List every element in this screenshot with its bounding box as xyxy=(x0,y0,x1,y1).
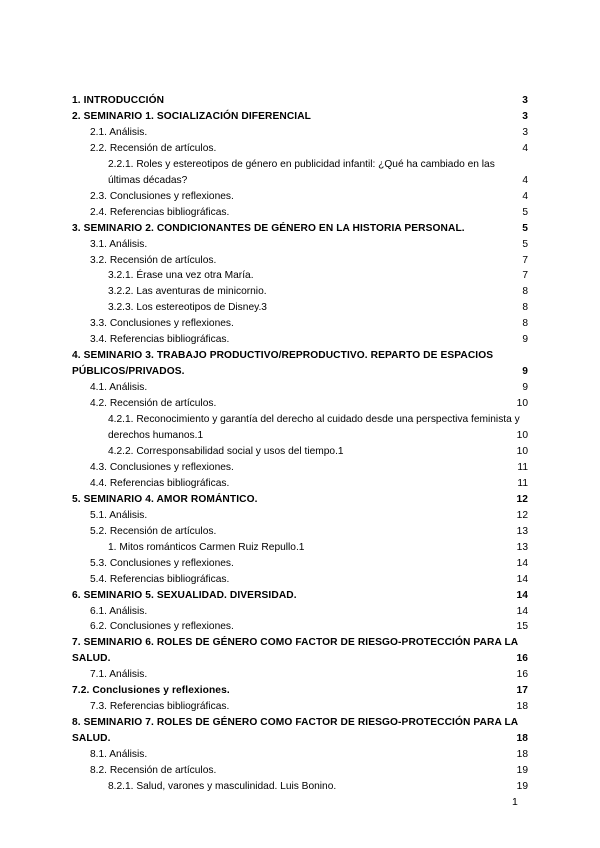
toc-entry-title: 4.2.2. Corresponsabilidad social y usos del tiempo.1 xyxy=(108,445,344,457)
toc-entry[interactable] xyxy=(72,619,528,635)
toc-entry-page: 13 xyxy=(516,525,528,537)
table-of-contents xyxy=(72,93,528,795)
toc-entry-page: 8 xyxy=(522,286,528,298)
toc-entry-page: 14 xyxy=(516,557,528,569)
toc-entry-page: 5 xyxy=(522,238,528,250)
toc-entry-title: 4.2.1. Reconocimiento y garantía del derecho al cuidado desde una perspectiva feminista y derechos humanos.1 xyxy=(108,414,520,442)
toc-entry-page: 16 xyxy=(516,669,528,681)
toc-entry-page: 13 xyxy=(516,541,528,553)
toc-entry[interactable] xyxy=(72,141,528,157)
toc-entry-title: 1. Mitos románticos Carmen Ruiz Repullo.1 xyxy=(108,541,305,553)
toc-entry-page: 19 xyxy=(516,765,528,777)
toc-entry-title: 5.3. Conclusiones y reflexiones. xyxy=(90,557,234,569)
toc-entry-page: 18 xyxy=(516,749,528,761)
toc-entry-title: 4. SEMINARIO 3. TRABAJO PRODUCTIVO/REPRODUCTIVO. REPARTO DE ESPACIOS PÚBLICOS/PRIVADOS. xyxy=(72,350,494,378)
toc-entry-page: 10 xyxy=(516,398,528,410)
toc-entry-title: 5.2. Recensión de artículos. xyxy=(90,525,217,537)
toc-entry[interactable] xyxy=(72,284,528,300)
toc-entry-page: 14 xyxy=(516,605,528,617)
toc-entry[interactable] xyxy=(72,556,528,572)
toc-entry-page: 12 xyxy=(516,493,528,505)
toc-entry-page: 3 xyxy=(522,110,528,122)
toc-entry-title: 3.3. Conclusiones y reflexiones. xyxy=(90,318,234,330)
toc-entry-title: 3.2.3. Los estereotipos de Disney.3 xyxy=(108,302,267,314)
toc-entry-page: 18 xyxy=(516,701,528,713)
toc-entry-page: 12 xyxy=(516,509,528,521)
toc-entry-page: 10 xyxy=(516,430,528,442)
toc-entry[interactable] xyxy=(72,300,528,316)
toc-entry[interactable] xyxy=(72,604,528,620)
toc-entry[interactable] xyxy=(72,508,528,524)
toc-entry[interactable] xyxy=(72,572,528,588)
toc-entry[interactable] xyxy=(72,588,528,604)
toc-entry[interactable] xyxy=(72,524,528,540)
toc-entry[interactable] xyxy=(72,412,528,444)
toc-entry-title: 2.4. Referencias bibliográficas. xyxy=(90,206,230,218)
toc-entry-title: 2.1. Análisis. xyxy=(90,126,148,138)
toc-entry[interactable] xyxy=(72,221,528,237)
toc-entry-title: 8.1. Análisis. xyxy=(90,749,148,761)
toc-entry-title: 8.2. Recensión de artículos. xyxy=(90,765,217,777)
toc-entry[interactable] xyxy=(72,460,528,476)
toc-entry-title: 4.1. Análisis. xyxy=(90,382,148,394)
toc-entry[interactable] xyxy=(72,763,528,779)
toc-entry-title: 7.2. Conclusiones y reflexiones. xyxy=(72,685,230,697)
toc-entry-page: 17 xyxy=(516,685,528,697)
toc-entry-page: 14 xyxy=(516,573,528,585)
toc-entry-page: 9 xyxy=(522,382,528,394)
toc-entry-title: 8.2.1. Salud, varones y masculinidad. Luis Bonino. xyxy=(108,780,337,792)
toc-entry-title: 4.4. Referencias bibliográficas. xyxy=(90,477,230,489)
toc-entry-page: 5 xyxy=(522,222,528,234)
toc-entry[interactable] xyxy=(72,109,528,125)
toc-entry[interactable] xyxy=(72,635,528,667)
toc-entry-page: 4 xyxy=(522,190,528,202)
toc-entry-page: 19 xyxy=(516,780,528,792)
toc-entry-page: 11 xyxy=(517,477,528,489)
toc-entry[interactable] xyxy=(72,396,528,412)
toc-entry[interactable] xyxy=(72,380,528,396)
toc-entry[interactable] xyxy=(72,699,528,715)
toc-entry[interactable] xyxy=(72,444,528,460)
toc-entry-page: 8 xyxy=(522,318,528,330)
toc-entry[interactable] xyxy=(72,268,528,284)
toc-entry[interactable] xyxy=(72,332,528,348)
toc-entry[interactable] xyxy=(72,747,528,763)
toc-entry-title: 1. INTRODUCCIÓN xyxy=(72,95,165,106)
toc-entry-title: 6.2. Conclusiones y reflexiones. xyxy=(90,621,234,633)
toc-entry-title: 3.2.1. Érase una vez otra María. xyxy=(108,270,254,282)
toc-entry-title: 2.2.1. Roles y estereotipos de género en publicidad infantil: ¿Qué ha cambiado en las últimas décadas? xyxy=(108,158,495,186)
toc-entry-title: 3.2.2. Las aventuras de minicornio. xyxy=(108,286,267,298)
toc-entry-page: 9 xyxy=(522,366,528,378)
toc-entry-title: 2. SEMINARIO 1. SOCIALIZACIÓN DIFERENCIAL xyxy=(72,110,311,122)
toc-entry-page: 18 xyxy=(516,733,528,745)
toc-entry[interactable] xyxy=(72,492,528,508)
toc-entry-title: 3. SEMINARIO 2. CONDICIONANTES DE GÉNERO EN LA HISTORIA PERSONAL. xyxy=(72,222,465,234)
toc-entry[interactable] xyxy=(72,157,528,189)
toc-entry-title: 8. SEMINARIO 7. ROLES DE GÉNERO COMO FACTOR DE RIESGO-PROTECCIÓN PARA LA SALUD. xyxy=(72,717,518,745)
toc-entry-page: 11 xyxy=(517,461,528,473)
toc-entry[interactable] xyxy=(72,237,528,253)
toc-entry-page: 9 xyxy=(522,334,528,346)
toc-entry[interactable] xyxy=(72,476,528,492)
toc-entry[interactable] xyxy=(72,205,528,221)
toc-entry-title: 3.1. Análisis. xyxy=(90,238,148,250)
toc-entry-page: 10 xyxy=(516,445,528,457)
toc-entry-title: 7.1. Análisis. xyxy=(90,669,148,681)
toc-entry-title: 5. SEMINARIO 4. AMOR ROMÁNTICO. xyxy=(72,493,258,505)
toc-entry-page: 3 xyxy=(522,126,528,138)
toc-entry-title: 4.2. Recensión de artículos. xyxy=(90,398,217,410)
toc-entry[interactable] xyxy=(72,125,528,141)
toc-entry[interactable] xyxy=(72,316,528,332)
toc-entry-page: 3 xyxy=(522,95,528,106)
toc-entry[interactable] xyxy=(72,683,528,699)
toc-entry-page: 8 xyxy=(522,302,528,314)
toc-entry[interactable] xyxy=(72,540,528,556)
toc-entry[interactable] xyxy=(72,189,528,205)
toc-entry-title: 3.4. Referencias bibliográficas. xyxy=(90,334,230,346)
toc-entry-title: 3.2. Recensión de artículos. xyxy=(90,254,217,266)
toc-entry[interactable] xyxy=(72,715,528,747)
toc-entry[interactable] xyxy=(72,779,528,795)
toc-entry[interactable] xyxy=(72,667,528,683)
toc-entry[interactable] xyxy=(72,348,528,380)
toc-entry-title: 5.4. Referencias bibliográficas. xyxy=(90,573,230,585)
toc-entry-page: 7 xyxy=(522,254,528,266)
toc-entry-title: 7.3. Referencias bibliográficas. xyxy=(90,701,230,713)
toc-entry-title: 4.3. Conclusiones y reflexiones. xyxy=(90,461,234,473)
toc-entry-title: 2.3. Conclusiones y reflexiones. xyxy=(90,190,234,202)
toc-entry-page: 14 xyxy=(516,589,528,601)
toc-entry[interactable] xyxy=(72,253,528,269)
page-number: 1 xyxy=(512,796,518,808)
toc-entry-page: 15 xyxy=(516,621,528,633)
toc-entry-page: 16 xyxy=(516,653,528,665)
toc-entry-page: 5 xyxy=(522,206,528,218)
toc-entry-page: 7 xyxy=(522,270,528,282)
toc-entry-title: 6.1. Análisis. xyxy=(90,605,148,617)
toc-entry-title: 5.1. Análisis. xyxy=(90,509,148,521)
toc-entry-page: 4 xyxy=(522,142,528,154)
toc-entry-page: 4 xyxy=(522,174,528,186)
toc-entry-title: 7. SEMINARIO 6. ROLES DE GÉNERO COMO FACTOR DE RIESGO-PROTECCIÓN PARA LA SALUD. xyxy=(72,637,518,665)
toc-entry-title: 2.2. Recensión de artículos. xyxy=(90,142,217,154)
toc-entry-title: 6. SEMINARIO 5. SEXUALIDAD. DIVERSIDAD. xyxy=(72,589,297,601)
toc-entry[interactable] xyxy=(72,93,528,109)
